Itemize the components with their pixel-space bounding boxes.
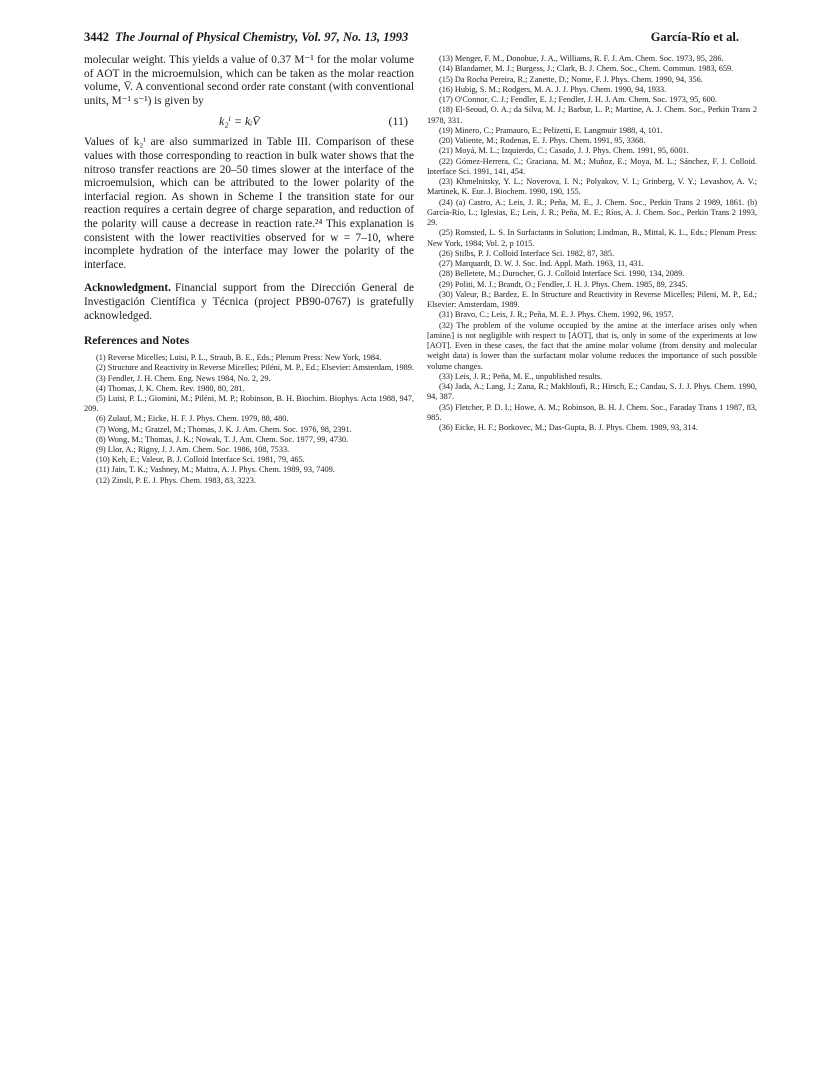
left-column <box>84 54 414 486</box>
reference-item: (13) Menger, F. M., Donohue, J. A., Williams, R. F. J. Am. Chem. Soc. 1973, 95, 286. <box>439 54 724 63</box>
reference-item: (24) (a) Castro, A.; Leis, J. R.; Peña, M. E., J. Chem. Soc., Perkin Trans 2 1989, 1861. (b) García-Río, L.; Iglesias, E.; Leis, J. R.; Peña, M. E.; Ríos, A. J. Chem. Soc., Perkin Trans 2 1993, 29. <box>427 197 757 227</box>
references-list-left <box>84 353 414 486</box>
running-header <box>84 30 739 48</box>
equation-expression: k₂ⁱ = kᵢV̄ <box>219 114 260 129</box>
reference-item: (20) Valiente, M.; Rodenas, E. J. Phys. Chem. 1991, 95, 3368. <box>439 136 646 145</box>
reference-item: (3) Fendler, J. H. Chem. Eng. News 1984, No. 2, 29. <box>96 373 271 383</box>
reference-item: (9) Llor, A.; Rigny, J. J. Am. Chem. Soc. 1986, 108, 7533. <box>96 444 290 454</box>
reference-item: (18) El-Seoud, O. A.; da Silva, M. J.; Barbur, L. P.; Martine, A. J. Chem. Soc., Perkin Trans 2 1978, 331. <box>427 105 757 125</box>
reference-item: (26) Stilbs, P. J. Colloid Interface Sci. 1982, 87, 385. <box>439 248 615 258</box>
equation-11 <box>84 112 414 132</box>
right-column <box>427 54 757 433</box>
body-paragraph: Values of k₂ⁱ are also summarized in Table III. Comparison of these values with those corresponding to reaction in bulk water shows that the nitroso transfer reactions are 20–50 times slower at the interface of the microemulsion, which can be attributed to the lower polarity of the interfacial region. As shown in Scheme I the transition state for our reaction requires a certain degree of charge separation, and reduction of the polarity will cause a decrease in reaction rate.²⁴ This explanation is consistent with the lower reactivities observed for w = 7–10, where incomplete hydration of the interface may lower the polarity of the interface. <box>84 136 414 271</box>
reference-item: (5) Luisi, P. L.; Giomini, M.; Piléni, M. P.; Robinson, B. H. Biochim. Biophys. Acta 1988, 947, 209. <box>84 393 414 414</box>
reference-item: (32) The problem of the volume occupied by the amine at the interface arises only when [amineᵢ] is not negligible with respect to [AOT], that is, only in some of the experiments at low [AOT]. Even in these cases, the fact that the amine molar volume (from density and molecular weight data) is lower than the surfactant molar volume reduces the importance of such possible volume changes. <box>427 320 757 371</box>
reference-item: (23) Khmelnitsky, Y. L.; Noverova, I. N.; Polyakov, V. I.; Grinberg, V. Y.; Levashov, A. V.; Martinek, K. Eur. J. Biochem. 1990, 190, 155. <box>427 177 757 197</box>
reference-item: (25) Romsted, L. S. In Surfactants in Solution; Lindman, B., Mittal, K. L., Eds.; Plenum Press: New York, 1984; Vol. 2, p 1015. <box>427 228 757 248</box>
reference-item: (4) Thomas, J. K. Chem. Rev. 1980, 80, 281. <box>96 383 245 393</box>
reference-item: (30) Valeur, B.; Bardez, E. In Structure and Reactivity in Reverse Micelles; Pileni, M. P., Ed.; Elsevier: Amsterdam, 1989. <box>427 289 757 309</box>
reference-item: (15) Da Rocha Pereira, R.; Zanette, D.; Nome, F. J. Phys. Chem. 1990, 94, 356. <box>439 74 703 84</box>
acknowledgment <box>84 282 414 323</box>
reference-item: (33) Leis, J. R.; Peña, M. E., unpublished results. <box>439 371 603 381</box>
reference-item: (12) Zinsli, P. E. J. Phys. Chem. 1983, 83, 3223. <box>96 475 256 485</box>
page-number: 3442 <box>84 30 109 44</box>
reference-item: (27) Marquardt, D. W. J. Soc. Ind. Appl. Math. 1963, 11, 431. <box>439 259 644 268</box>
references-heading: References and Notes <box>84 335 190 348</box>
reference-item: (6) Zulauf, M.; Eicke, H. F. J. Phys. Chem. 1979, 88, 480. <box>96 414 289 424</box>
acknowledgment-text: Financial support from the Dirección General de Investigación Científica y Técnica (project PB90-0767) is gratefully acknowledged. <box>84 282 414 322</box>
reference-item: (19) Minero, C.; Pramauro, E.; Pelizetti, E. Langmuir 1988, 4, 101. <box>439 125 663 135</box>
reference-item: (14) Blandamer, M. J.; Burgess, J.; Clark, B. J. Chem. Soc., Chem. Commun. 1983, 659. <box>439 64 734 74</box>
reference-item: (8) Wong, M.; Thomas, J. K.; Nowak, T. J. Am. Chem. Soc. 1977, 99, 4730. <box>96 434 349 444</box>
reference-item: (7) Wong, M.; Gratzel, M.; Thomas, J. K. J. Am. Chem. Soc. 1976, 98, 2391. <box>96 424 352 434</box>
reference-item: (17) O'Connor, C. J.; Fendler, E. J.; Fendler, J. H. J. Am. Chem. Soc. 1973, 95, 600. <box>439 95 717 104</box>
reference-item: (2) Structure and Reactivity in Reverse Micelles; Piléni, M. P., Ed.; Elsevier: Amsterdam, 1989. <box>96 363 414 373</box>
reference-item: (34) Jada, A.; Lang, J.; Zana, R.; Makhloufi, R.; Hirsch, E.; Candau, S. J. J. Phys. Chem. 1990, 94, 387. <box>427 382 757 402</box>
reference-item: (10) Keh, E.; Valeur, B. J. Colloid Interface Sci. 1981, 79, 465. <box>96 455 305 465</box>
reference-item: (11) Jain, T. K.; Vashney, M.; Maitra, A. J. Phys. Chem. 1989, 93, 7409. <box>96 465 335 475</box>
reference-item: (16) Hubig, S. M.; Rodgers, M. A. J. J. Phys. Chem. 1990, 94, 1933. <box>439 84 667 94</box>
body-paragraph: molecular weight. This yields a value of 0.37 M⁻¹ for the molar volume of AOT in the microemulsion, which can be taken as the molar reaction volume, V̄. A conventional second order rate constant (with conventional units, M⁻¹ s⁻¹) is given by <box>84 54 414 107</box>
references-list-right <box>427 54 757 433</box>
reference-item: (36) Eicke, H. F.; Borkovec, M.; Das-Gupta, B. J. Phys. Chem. 1989, 93, 314. <box>439 423 698 432</box>
reference-item: (1) Reverse Micelles; Luisi, P. L., Straub, B. E., Eds.; Plenum Press: New York, 1984. <box>96 353 382 363</box>
reference-item: (21) Moyá, M. L.; Izquierdo, C.; Casado, J. J. Phys. Chem. 1991, 95, 6001. <box>439 146 689 156</box>
acknowledgment-heading: Acknowledgment. <box>84 282 171 295</box>
equation-number: (11) <box>388 114 408 129</box>
reference-item: (22) Gómez-Herrera, C.; Graciana, M. M.; Muñoz, E.; Moya, M. L.; Sánchez, F. J. Colloid. Interface Sci. 1991, 141, 454. <box>427 156 757 176</box>
reference-item: (29) Politi, M. J.; Brandt, O.; Fendler, J. H. J. Phys. Chem. 1985, 89, 2345. <box>439 279 688 289</box>
journal-citation: The Journal of Physical Chemistry, Vol. 97, No. 13, 1993 <box>115 30 409 44</box>
reference-item: (35) Fletcher, P. D. I.; Howe, A. M.; Robinson, B. H. J. Chem. Soc., Faraday Trans 1 1987, 83, 985. <box>427 402 757 422</box>
running-authors: García-Río et al. <box>650 30 739 44</box>
reference-item: (28) Belletete, M.; Durocher, G. J. Colloid Interface Sci. 1990, 134, 2089. <box>439 269 685 279</box>
reference-item: (31) Bravo, C.; Leis, J. R.; Peña, M. E. J. Phys. Chem. 1992, 96, 1957. <box>439 310 674 320</box>
